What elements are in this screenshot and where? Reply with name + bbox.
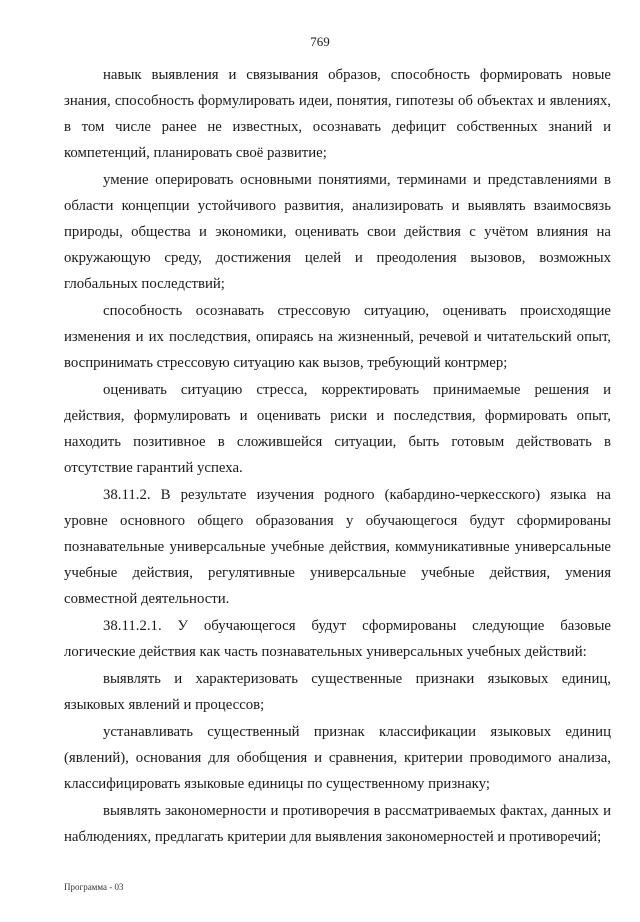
page-number: 769 [310, 34, 330, 49]
paragraph-identify-features: выявлять и характеризовать существенные признаки языковых единиц, языковых явлений и процессов; [64, 671, 611, 713]
paragraph-classification: устанавливать существенный признак классификации языковых единиц (явлений), основания для обобщения и сравнения, критерии проводимого анализа, классифицировать языковые единицы по существенному признаку; [64, 724, 611, 792]
paragraph-section-38-11-2: 38.11.2. В результате изучения родного (кабардино-черкесского) языка на уровне основного общего образования у обучающегося будут сформированы познавательные универсальные учебные действия, коммуникативные универсальные учебные действия, регулятивные универсальные учебные действия, умения совместной деятельности. [64, 487, 611, 607]
paragraph-patterns: выявлять закономерности и противоречия в рассматриваемых фактах, данных и наблюдениях, предлагать критерии для выявления закономерностей и противоречий; [64, 803, 611, 845]
paragraph-sustainable-development: умение оперировать основными понятиями, терминами и представлениями в области концепции устойчивого развития, анализировать и выявлять взаимосвязь природы, общества и экономики, оценивать свои действия с учётом влияния на окружающую среду, достижения целей и преодоления вызовов, возможных глобальных последствий; [64, 172, 611, 292]
paragraph-stress-awareness: способность осознавать стрессовую ситуацию, оценивать происходящие изменения и их последствия, опираясь на жизненный, речевой и читательский опыт, воспринимать стрессовую ситуацию как вызов, требующий контрмер; [64, 303, 611, 371]
body-text [64, 62, 611, 851]
paragraph-section-38-11-2-1: 38.11.2.1. У обучающегося будут сформированы следующие базовые логические действия как часть познавательных универсальных учебных действий: [64, 618, 611, 660]
footer-program-label: Программа - 03 [64, 882, 124, 892]
paragraph-image-skills: навык выявления и связывания образов, способность формировать новые знания, способность формулировать идеи, понятия, гипотезы об объектах и явлениях, в том числе ранее не известных, осознавать дефицит собственных знаний и компетенций, планировать своё развитие; [64, 67, 611, 161]
paragraph-stress-evaluation: оценивать ситуацию стресса, корректировать принимаемые решения и действия, формулировать и оценивать риски и последствия, формировать опыт, находить позитивное в сложившейся ситуации, быть готовым действовать в отсутствие гарантий успеха. [64, 382, 611, 476]
